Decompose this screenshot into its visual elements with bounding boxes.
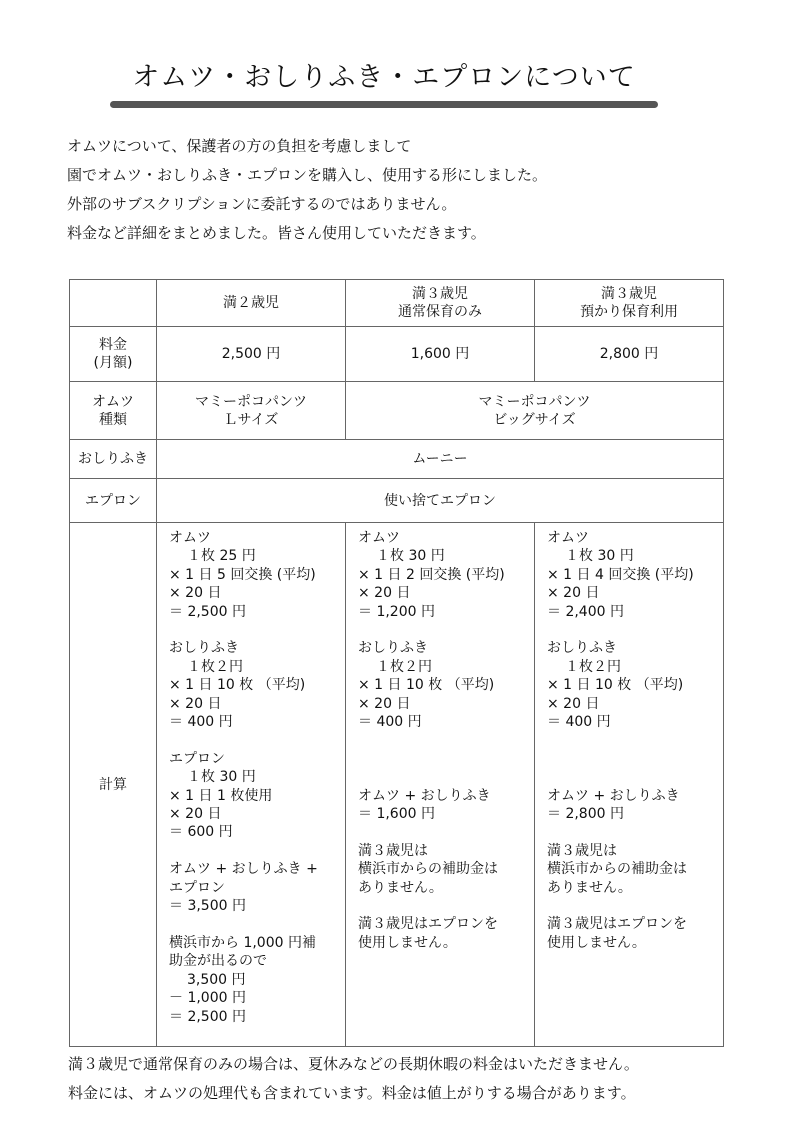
- calc-spacer: [169, 915, 341, 933]
- page-title: オムツ・おしりふき・エプロンについて: [132, 62, 636, 93]
- calc-line: オムツ + おしりふき +: [169, 861, 318, 878]
- calc-line: 助金が出るので: [169, 953, 267, 970]
- calc-line: オムツ: [169, 530, 211, 546]
- calc-spacer: [169, 842, 341, 860]
- calc-line: ＝ 2,500 円: [169, 1008, 246, 1025]
- calc-line: オムツ + おしりふき: [358, 787, 491, 804]
- calc-spacer: [547, 823, 719, 841]
- calc-spacer: [358, 897, 530, 915]
- fee-label: 料金 (月額): [70, 327, 157, 382]
- calc-spacer: [358, 731, 530, 749]
- calc-line: 横浜市からの補助金は: [547, 861, 687, 878]
- intro-line: 園でオムツ・おしりふき・エプロンを購入し、使用する形にしました。: [67, 166, 548, 184]
- calc-line: 満３歳児は: [358, 842, 428, 859]
- header-age3-regular: 満３歳児 通常保育のみ: [346, 280, 535, 327]
- wipes-label: おしりふき: [70, 440, 157, 479]
- footnotes: [68, 1050, 768, 1108]
- calc-line: ＝ 600 円: [169, 824, 233, 841]
- fee-age3-regular: 1,600 円: [346, 327, 535, 382]
- calc-line: ＝ 2,400 円: [547, 603, 624, 620]
- fee-age3-extended: 2,800 円: [535, 327, 724, 382]
- calc-line: １枚２円: [187, 658, 243, 675]
- apron-label: エプロン: [70, 479, 157, 523]
- calc-spacer: [169, 621, 341, 639]
- wipes-row: [70, 440, 724, 479]
- calc-line: ＝ 3,500 円: [169, 898, 246, 915]
- calc-line: × 20 日: [169, 806, 222, 823]
- title-underline: [110, 101, 658, 108]
- calc-spacer: [358, 621, 530, 639]
- calc-line: エプロン: [169, 879, 225, 896]
- calc-line: ＝ 400 円: [547, 714, 611, 731]
- calc-line: × 1 日 5 回交換 (平均): [169, 566, 316, 583]
- calc-line: 使用しません。: [358, 934, 457, 951]
- calc-line: × 20 日: [358, 585, 411, 602]
- calculation-age2: [157, 523, 346, 1047]
- calc-line: エプロン: [169, 750, 225, 767]
- fee-row: [70, 327, 724, 382]
- calc-line: ＝ 1,200 円: [358, 603, 435, 620]
- calc-line: × 1 日 10 枚 （平均): [358, 677, 495, 694]
- calc-line: ＝ 400 円: [358, 714, 422, 731]
- calc-line: 使用しません。: [547, 934, 646, 951]
- wipes-value: ムーニー: [157, 440, 724, 479]
- footnote-line: 料金には、オムツの処理代も含まれています。料金は値上がりする場合があります。: [68, 1084, 636, 1102]
- intro-line: オムツについて、保護者の方の負担を考慮しまして: [67, 137, 412, 155]
- calc-line: × 20 日: [169, 695, 222, 712]
- calc-line: １枚 30 円: [187, 769, 256, 786]
- header-age3-extended: 満３歳児 預かり保育利用: [535, 280, 724, 327]
- calc-line: １枚 30 円: [565, 548, 634, 565]
- calc-line: × 20 日: [358, 695, 411, 712]
- calc-line: 3,500 円: [187, 971, 246, 988]
- calc-line: ありません。: [547, 879, 632, 896]
- fee-age2: 2,500 円: [157, 327, 346, 382]
- calc-line: ありません。: [358, 879, 443, 896]
- calculation-age3-extended: [535, 523, 724, 1047]
- calc-spacer: [547, 731, 719, 749]
- calc-spacer: [547, 897, 719, 915]
- calc-spacer: [547, 750, 719, 768]
- calc-line: × 20 日: [547, 695, 600, 712]
- calc-line: × 20 日: [547, 585, 600, 602]
- fee-table: [69, 279, 724, 1047]
- calc-line: × 1 日 10 枚 （平均): [547, 677, 684, 694]
- footnote-line: 満３歳児で通常保育のみの場合は、夏休みなどの長期休暇の料金はいただきません。: [68, 1055, 639, 1073]
- calc-line: × 1 日 10 枚 （平均): [169, 677, 306, 694]
- calc-line: 横浜市からの補助金は: [358, 861, 498, 878]
- calculation-label: 計算: [70, 523, 157, 1047]
- apron-row: [70, 479, 724, 523]
- calc-spacer: [547, 768, 719, 786]
- diaper-type-row: [70, 382, 724, 440]
- header-age2: 満２歳児: [157, 280, 346, 327]
- calc-line: 満３歳児は: [547, 842, 617, 859]
- table-header-row: [70, 280, 724, 327]
- diaper-type-age2: マミーポコパンツ Ｌサイズ: [157, 382, 346, 440]
- calc-line: 満３歳児はエプロンを: [358, 916, 498, 933]
- calc-line: おしりふき: [169, 640, 239, 657]
- calc-line: おしりふき: [547, 640, 617, 657]
- calc-spacer: [358, 750, 530, 768]
- calc-spacer: [169, 731, 341, 749]
- calc-line: 満３歳児はエプロンを: [547, 916, 687, 933]
- calc-line: オムツ + おしりふき: [547, 787, 680, 804]
- calc-line: １枚２円: [565, 658, 621, 675]
- diaper-type-age3: マミーポコパンツ ビッグサイズ: [346, 382, 724, 440]
- calculation-row: [70, 523, 724, 1047]
- calc-line: オムツ: [547, 530, 589, 546]
- header-blank-cell: [70, 280, 157, 327]
- calc-line: １枚 25 円: [187, 548, 256, 565]
- calc-spacer: [358, 823, 530, 841]
- calc-line: × 20 日: [169, 585, 222, 602]
- calc-line: おしりふき: [358, 640, 428, 657]
- calc-line: ＝ 400 円: [169, 714, 233, 731]
- calculation-age3-regular: [346, 523, 535, 1047]
- intro-line: 外部のサブスクリプションに委託するのではありません。: [67, 195, 457, 213]
- calc-spacer: [547, 621, 719, 639]
- intro-line: 料金など詳細をまとめました。皆さん使用していただきます。: [67, 224, 486, 242]
- calc-line: × 1 日 4 回交換 (平均): [547, 566, 694, 583]
- calc-line: ＝ 2,500 円: [169, 603, 246, 620]
- calc-line: オムツ: [358, 530, 400, 546]
- calc-line: － 1,000 円: [169, 990, 246, 1007]
- calc-line: × 1 日 1 枚使用: [169, 787, 273, 804]
- calc-spacer: [358, 768, 530, 786]
- calc-line: １枚 30 円: [376, 548, 445, 565]
- intro-text: [67, 132, 747, 248]
- apron-value: 使い捨てエプロン: [157, 479, 724, 523]
- calc-line: ＝ 1,600 円: [358, 806, 435, 823]
- diaper-type-label: オムツ 種類: [70, 382, 157, 440]
- calc-line: １枚２円: [376, 658, 432, 675]
- calc-line: ＝ 2,800 円: [547, 806, 624, 823]
- calc-line: 横浜市から 1,000 円補: [169, 934, 316, 951]
- calc-line: × 1 日 2 回交換 (平均): [358, 566, 505, 583]
